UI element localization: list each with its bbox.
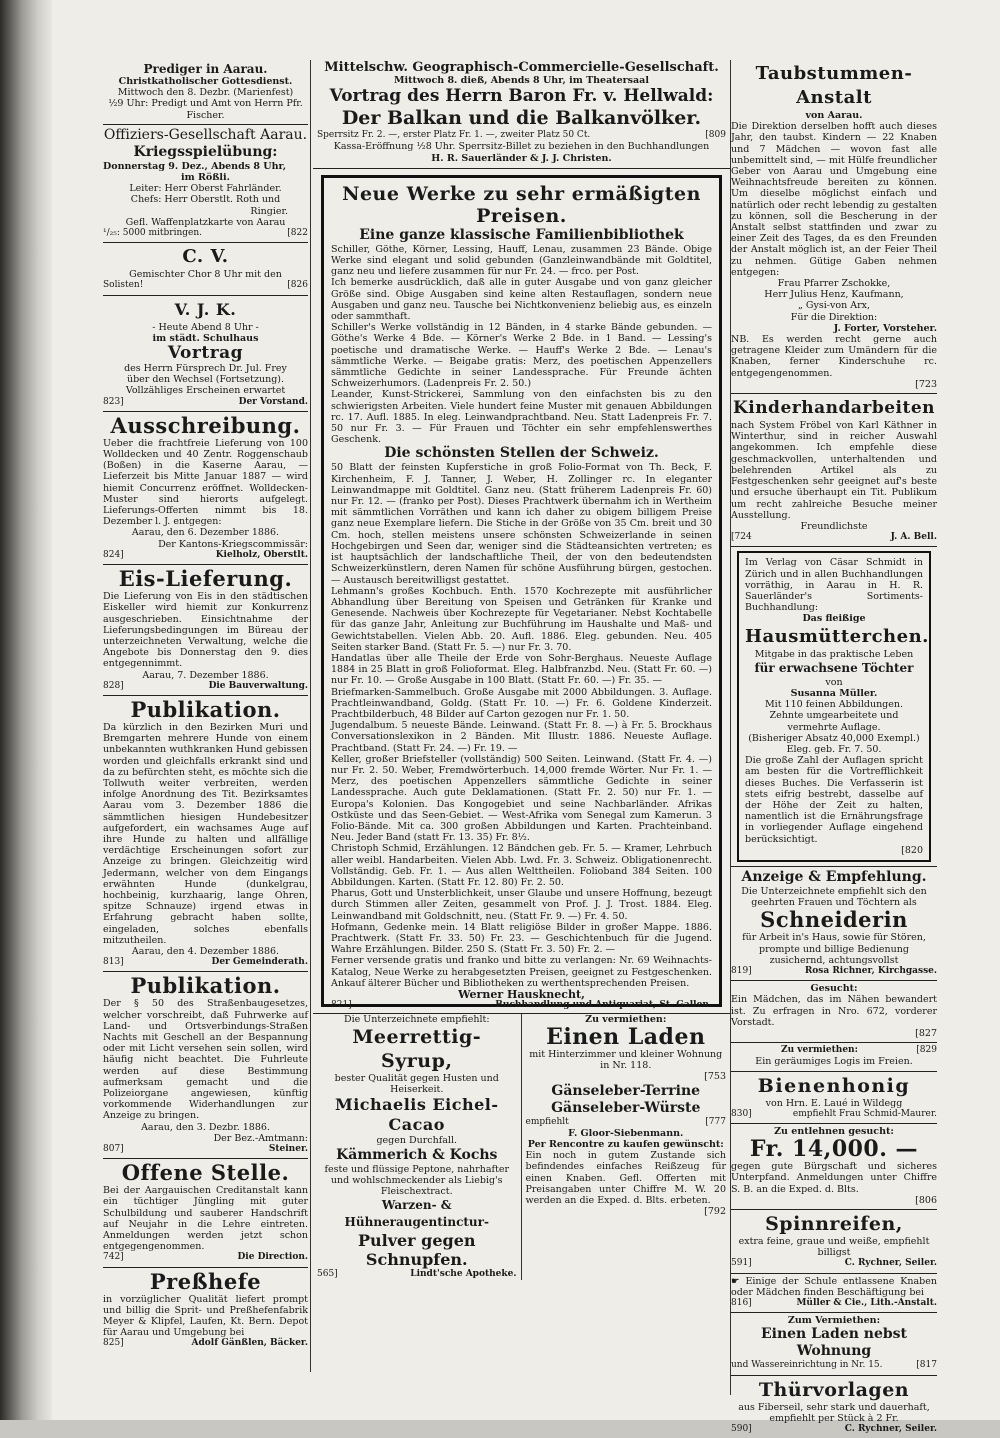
ad-line: Chefs: Herr Oberstlt. Roth und — [130, 194, 281, 206]
ad-signature: Müller & Cie., Lith.-Anstalt. — [796, 1298, 937, 1309]
ad-paragraph: 50 Blatt der feinsten Kupferstiche in groß Folio-Format von Th. Beck, F. Kirchenheim, F. J. Tanner, J. Weber, H. Zollinger rc. In eleganter Leinwandmappe mit Goldtitel. Ganz neu. (Statt früherem Ladenpreis Fr. 60) nur Fr. 12. — (franko per Post). Dieses Prachtwerk übernahm ich in Wertheim mit sämmtlichen Vorräthen und kann ich daher zu obigem billigem Preise ganz neue Exemplare liefern. Die Stiche in der Größe von 35 Cm. breit und 30 Cm. hoch, stellen meistens unsere schönsten Schweizerlande in seinen Hochgebirgen und Seen dar, weniger sind die Städteansichten vertreten; es ist hauptsächlich der landschaftliche Theil, der von den bedeutendsten Schweizerkünstlern, deren Namen für schöne Ausführung bürgen, gestochen. — Austausch bereitwilligst gestattet. — [331, 462, 712, 586]
ad-number: [827 — [915, 1028, 937, 1040]
ad-number: 565] — [317, 1269, 338, 1280]
ad-line: Gemischter Chor 8 Uhr mit den — [129, 269, 282, 281]
ad-body: Ein noch in gutem Zustande sich befindendes einfaches Reißzeug für einen Knaben. Gefl. Offerten mit Preisangaben unter Chiffre M. W. 20 werden an die Exped. d. Blts. erbeten. — [525, 1150, 726, 1207]
ad-schneiderin — [731, 866, 937, 981]
ad-vjk — [103, 296, 308, 412]
ad-date: Aarau, den 6. Dezember 1886. — [131, 527, 280, 539]
column-rule-left — [310, 60, 311, 1372]
ad-number: 828] — [103, 680, 124, 691]
ad-number: 807] — [103, 1144, 124, 1155]
ad-body: Die Direktion derselben hofft auch dieses Jahr, den taubst. Kindern — 22 Knaben und 7 Mädchen — wovon fast alle unbemittelt sind, — mit Hülfe freundlicher Geber von Aarau und Umgebung eine Weihnachtsfreude bereiten zu können. Um dieselbe möglichst einfach und natürlich oder recht lebendig zu gestalten zu können, soll die Bescherung in der Anstalt selbst stattfinden und zwar zu einer Zeit des Tages, da es den Freunden der Anstalt möglich ist, an der Feier Theil zu nehmen. Gütige Gaben nehmen entgegen: — [731, 121, 937, 278]
ad-title: Anzeige & Empfehlung. — [741, 868, 927, 885]
middle-column — [313, 60, 730, 1370]
ad-line: Gefl. Waffenplatzkarte von Aarau — [125, 216, 286, 228]
ad-number: [724 — [731, 532, 752, 543]
ad-number: [753 — [704, 1071, 726, 1083]
ad-heading: Vortrag des Herrn Baron Fr. v. Hellwald: — [329, 86, 714, 107]
ad-body: Die große Zahl der Auflagen spricht am besten für die Vortrefflichkeit dieses Buches. Die Verfasserin ist stets eifrig bestrebt, dasselbe auf der Höhe der Zeit zu halten, namentlich ist die Ernährungsfrage in vorliegender Auflage eingehend berücksichtigt. — [745, 755, 923, 845]
ad-paragraph: Christoph Schmid, Erzählungen. 12 Bändchen geb. Fr. 5. — Kramer, Lehrbuch aller weibl. Handarbeiten. Vielen Abb. Lwd. Fr. 3. Schweiz. Obligationenrecht. Vollständig. Geb. Fr. 1. — Aus allen Welttheilen. Folioband 384 Seiten. 100 Abbildungen. Karten. (Statt Fr. 12. 80) Fr. 2. 50. — [331, 843, 712, 888]
ad-heading: Pulver gegen Schnupfen. — [357, 1231, 476, 1270]
ad-title: Einen Laden nebst Wohnung — [760, 1326, 907, 1360]
ad-apotheke — [313, 1014, 522, 1281]
ad-bienenhonig — [731, 1072, 937, 1124]
ad-signature: Adolf Gänßlen, Bäcker. — [191, 1338, 308, 1349]
ad-body: in vorzüglicher Qualität liefert prompt und billig die Sprit- und Preßhefenfabrik Meyer & Klipfel, Laufen, Kt. Bern. Depot für Aarau und Umgebung bei — [103, 1293, 308, 1339]
ad-line: Susanna Müller. — [790, 687, 878, 699]
ad-body — [731, 1276, 937, 1298]
ad-number: [777 — [705, 1116, 726, 1127]
ad-line: empfiehlt — [525, 1116, 569, 1127]
ad-paragraph: Schiller, Göthe, Körner, Lessing, Hauff, Lenau, zusammen 23 Bände. Obige Werke sind elegant und solid gebunden (Ganzleinwandbände mit Goldtitel, ganz neu und liefere zusammen für nur Fr. 24. — frco. per Post. — [331, 243, 712, 278]
ad-number: [809 — [705, 130, 726, 141]
ad-line: Für die Direktion: — [790, 311, 878, 323]
ad-subtitle: Die schönsten Stellen der Schweiz. — [384, 445, 659, 462]
ad-body: nach System Fröbel von Karl Käthner in Winterthur, sind in reicher Auswahl angekommen. Ich empfehle diese geschmackvollen, unterhaltenden und belehrenden Artikel als zu Festgeschenken sehr geeignet auf's beste und ersuche überhaupt ein Tit. Publikum um recht zahlreiche Besuche meiner Ausstellung. — [731, 420, 937, 521]
ad-paragraph: Lehmann's großes Kochbuch. Enth. 1570 Kochrezepte mit ausführlicher Abhandlung über Bereitung von Speisen und Getränken für Kranke und Genesende. Nachweis über Kochrezepte für Vegetarianer. Nebst Kochtabelle für das ganze Jahr, Anleitung zur Buchführung im Haushalte und Maß- und Gewichtstabellen. Vielen Abb. 20. Aufl. 1886. Eleg. gebunden. Neu. 405 Seiten starker Band. (Statt Fr. 5. —) nur Fr. 3. 70. — [331, 585, 712, 653]
ad-entlehnen — [731, 1124, 937, 1210]
ad-signature: J. A. Bell. — [890, 532, 937, 543]
ad-title: Thürvorlagen — [758, 1378, 910, 1401]
ad-heading: Warzen- & Hühneraugentinctur- — [344, 1198, 489, 1230]
ad-body: Ueber die frachtfreie Lieferung von 100 Wolldecken und 40 Zentr. Roggenschaub (Boßen) in die Kaserne Aarau, — Lieferzeit bis Mitte Januar 1887 — wird hiemit Concurrenz eröffnet. Wolldecken-Muster sind hierorts aufgelegt. Lieferungs-Offerten nimmt bis 18. Dezember l. J. entgegen: — [103, 437, 308, 528]
left-column — [103, 60, 308, 1370]
ad-line: Ringier. — [250, 205, 288, 217]
ad-paragraph: Ich bemerke ausdrücklich, daß alle in guter Ausgabe und von ganz gleicher Größe sind. Obige Ausgaben sind keine alten Restauflagen, sondern neue Ausgaben und ganz neu. Tausche bei Nichtkonvenienz beliebig aus, es einzeln oder sammthaft. — [331, 277, 712, 323]
ad-body: aus Fiberseil, sehr stark und dauerhaft, empfiehlt per Stück à 2 Fr. — [738, 1401, 930, 1424]
ad-line: Donnerstag 9. Dez., Abends 8 Uhr, — [103, 160, 287, 172]
ad-line: ½9 Uhr: Predigt und Amt von Herrn Pfr. Fischer. — [108, 98, 303, 121]
ad-number: 590] — [731, 1424, 752, 1435]
ad-signature: C. Rychner, Seiler. — [844, 1258, 937, 1269]
ad-laden-wohnung — [731, 1313, 937, 1375]
ad-line: Ein geräumiges Logis im Freien. — [755, 1056, 913, 1068]
ad-line: Sperrsitz Fr. 2. —, erster Platz Fr. 1. —, zweiter Platz 50 Ct. — [317, 130, 591, 141]
ad-line: Kassa-Eröffnung ½8 Uhr. Sperrsitz-Billet zu beziehen in den Buchhandlungen — [333, 141, 710, 153]
ad-heading: Michaelis Eichel-Cacao — [335, 1095, 499, 1135]
ad-number: 816] — [731, 1298, 752, 1309]
ad-date: Aarau, 7. Dezember 1886. — [142, 669, 269, 681]
ad-line: mit Hinterzimmer und kleiner Wohnung in Nr. 118. — [529, 1049, 723, 1072]
ad-signature: Steiner. — [268, 1144, 308, 1155]
ad-signature: Werner Hausknecht, — [458, 988, 585, 1002]
ad-line: Mittwoch den 8. Dezbr. (Marienfest) — [117, 87, 294, 99]
ad-paragraph: Leander, Kunst-Strickerei, Sammlung von den einfachsten bis zu den schwierigsten Arbeiten. Viele hundert feine Muster mit genauen Abbildungen rc. 17. Aufl. 1885. In eleg. Leinwandprachtband. Neu. Statt Ladenpreis Fr. 7. 50 nur Fr. 3. — Für Frauen und Töchter ein sehr empfehlenswerthes Geschenk. — [331, 389, 712, 446]
ad-paragraph: Briefmarken-Sammelbuch. Große Ausgabe mit 2000 Abbildungen. 3. Auflage. Prachtleinwandband, Goldg. (Statt Fr. 10. —) Fr. 6. Goldene Kinderzeit. Prachtbilderbuch, 48 Bilder auf Carton gezogen nur Fr. 1. 50. — [331, 686, 712, 720]
ad-role: Der Bez.-Amtmann: — [213, 1132, 308, 1144]
ad-heading: Kämmerich & Kochs — [336, 1146, 498, 1163]
ad-number: [820 — [901, 844, 923, 856]
ad-publikation-1 — [103, 696, 308, 972]
ad-heading: Meerrettig-Syrup, — [352, 1026, 482, 1073]
ad-body: Bei der Aargauischen Creditanstalt kann ein tüchtiger Jüngling mit guter Schulbildung und sauberer Handschrift auf Neujahr in die Lehre eintreten. Anmeldungen werden jetzt schon entgegengenommen. — [103, 1185, 308, 1253]
ad-paragraph: Ferner versende gratis und franko und bitte zu verlangen: Nr. 69 Weihnachts-Katalog, Neue Werke zu herabgesetzten Preisen, geeignet zu Festgeschenken. Ankauf älterer Bücher und Bibliotheken zu werthentsprechenden Preisen. — [331, 955, 712, 989]
ad-line: im Rößli. — [181, 172, 230, 184]
ad-offene-stelle — [103, 1159, 308, 1267]
ad-title: Prediger in Aarau. — [143, 62, 268, 76]
ad-knaben-maedchen — [731, 1274, 937, 1314]
ad-line: des Herrn Fürsprech Dr. Jul. Frey — [124, 363, 287, 375]
ad-signature: Die Bauverwaltung. — [208, 680, 308, 691]
ad-title: Eis-Lieferung. — [118, 566, 293, 592]
ad-title: Spinnreifen, — [765, 1213, 903, 1236]
ad-line: Zehnte umgearbeitete und vermehrte Auflage. — [769, 710, 899, 733]
ad-body: Da kürzlich in den Bezirken Muri und Bremgarten mehrere Hunde von einem unbekannten wuthkranken Hund gebissen worden und gleichfalls erkrankt sind und da zu befürchten steht, es möchte sich die Tollwuth weiter verbreiten, werden infolge Anordnung des Tit. Bezirksamtes Aarau vom 3. Dezember 1886 die sämmtlichen hiesigen Hundebesitzer aufgefordert, ein wachsames Auge auf ihre Hunde zu halten und allfällige verdächtige Erscheinungen sofort zur Anzeige zu bringen. Gleichzeitig wird Jedermann, welcher von dem Eingangs erwähnten Hunde (dunkelgrau, hochbeinig, kurzhaarig, lange Ohren, spitze Schnauze) irgend etwas in Erfahrung gebracht haben sollte, eingeladen, solches ebenfalls mitzutheilen. — [103, 721, 308, 946]
pointing-hand-icon: ☛ — [731, 1275, 746, 1287]
ad-amount: Fr. 14,000. — — [749, 1136, 919, 1163]
ad-title: V. J. K. — [174, 299, 237, 319]
ad-line: Zu vermiethen: — [585, 1013, 667, 1025]
ad-gesucht — [731, 981, 937, 1043]
ad-line: Mittwoch 8. dieß, Abends 8 Uhr, im Theatersaal — [394, 75, 649, 86]
ad-line: im städt. Schulhaus — [152, 332, 259, 344]
ad-number: [826 — [287, 280, 308, 291]
ad-signature: Der Vorstand. — [238, 396, 308, 407]
ad-cv — [103, 243, 308, 295]
ad-number: [806 — [915, 1194, 937, 1206]
ad-heading: Vortrag — [167, 343, 244, 364]
ad-body: extra feine, graue und weiße, empfiehlt billigst — [738, 1236, 930, 1259]
ad-title: Bienenhonig — [757, 1074, 911, 1097]
ad-title: C. V. — [182, 246, 229, 268]
ad-body: NB. Es werden recht gerne auch getragene Kleider zum Umändern für die Knaben, ferner Kinderschuhe rc. entgegengenommen. — [731, 334, 937, 379]
ad-spinnreifen — [731, 1210, 937, 1274]
ad-signature: C. Rychner, Seiler. — [844, 1424, 937, 1435]
ad-logis — [731, 1043, 937, 1071]
ad-heading: Zu vermiethen: — [781, 1045, 858, 1056]
ad-heading: Gänseleber-Würste — [551, 1099, 701, 1116]
ad-paragraph: Jugendalbum. 5 neueste Bände. Leinwand. (Statt Fr. 8. —) à Fr. 5. Brockhaus Conversationslexikon in 2 Bänden. Mit Illustr. 1886. Neueste Auflage. Prachtband. (Statt Fr. 24. —) Fr. 19. — — [331, 720, 712, 754]
ad-number: [792 — [704, 1206, 726, 1218]
ad-number: 591] — [731, 1258, 752, 1269]
ad-line: Herr Julius Henz, Kaufmann, — [764, 289, 904, 301]
ad-signature: Buchhandlung und Antiquariat, St. Gallen. — [495, 1000, 712, 1011]
ad-subtitle: von Aarau. — [805, 110, 863, 121]
ad-neue-werke — [321, 175, 722, 1011]
ad-line: Die Unterzeichnete empfiehlt: — [343, 1013, 490, 1025]
ad-line: über den Wechsel (Fortsetzung). — [126, 374, 285, 386]
ad-heading: Einen Laden — [546, 1024, 706, 1051]
ad-line: von Hrn. E. Laué in Wildegg — [765, 1097, 903, 1109]
ad-line: gegen Durchfall. — [376, 1135, 458, 1147]
ad-line: Per Rencontre zu kaufen gewünscht: — [527, 1139, 724, 1151]
ad-eis — [103, 565, 308, 696]
ad-line: Frau Pfarrer Zschokke, — [777, 278, 891, 290]
ad-heading: Schneiderin — [760, 907, 908, 933]
ad-hausmuetterchen — [737, 551, 931, 862]
ad-signature: Kielholz, Oberstlt. — [215, 549, 308, 560]
ad-line: Freundlichste — [800, 520, 868, 532]
ad-heading: Gänseleber-Terrine — [551, 1082, 701, 1099]
ad-number: 819] — [731, 966, 752, 976]
ad-title: Preßhefe — [149, 1268, 262, 1294]
ad-number: [829 — [916, 1045, 937, 1056]
ad-title: Publikation. — [130, 696, 281, 722]
ad-vermischtes — [522, 1014, 731, 1281]
ad-geographische-gesellschaft — [313, 60, 730, 169]
ad-line: Eleg. geb. Fr. 7. 50. — [786, 743, 882, 755]
ad-signature: Rosa Richner, Kirchgasse. — [804, 966, 937, 976]
ad-date: Aarau, den 4. Dezember 1886. — [131, 945, 280, 957]
ad-line: ¹/₂₅: 5000 mitbringen. — [103, 228, 203, 239]
ad-line: Die Unterzeichnete empfiehlt sich den geehrten Frauen und Töchtern als — [741, 885, 927, 909]
ad-number: 824] — [103, 549, 124, 560]
ad-line: für Arbeit in's Haus, sowie für Stören, prompte und billige Bedienung zusichernd, achtungsvollst — [742, 932, 926, 966]
ad-signature: Lindt'sche Apotheke. — [410, 1269, 517, 1280]
ad-title: Taubstummen-Anstalt — [755, 63, 913, 108]
ad-number: 742] — [103, 1252, 124, 1263]
ad-line: feste und flüssige Peptone, nahrhafter und wohlschmeckender als Liebig's Fleischextract. — [324, 1163, 509, 1198]
ad-offiziers — [103, 125, 308, 243]
ad-title: Publikation. — [130, 973, 281, 999]
ad-number: 813] — [103, 957, 124, 968]
ad-heading: Zu entlehnen gesucht: — [774, 1126, 894, 1138]
ad-line: empfiehlt Frau Schmid-Maurer. — [792, 1108, 937, 1119]
ad-body: Der § 50 des Straßenbaugesetzes, welcher vorschreibt, daß Fuhrwerke auf Land- und Ortsverbindungs-Straßen Nachts mit Geschell an der Bespannung oder mit Licht versehen sein sollen, wird häufig nicht beachtet. Die Fuhrleute werden auf diese Bestimmung aufmerksam gemacht und die Polizeiorgane angewiesen, künftig vorkommende Widerhandlungen zur Anzeige zu bringen. — [103, 998, 308, 1122]
ad-number: 830] — [731, 1108, 752, 1119]
ad-body: Im Verlag von Cäsar Schmidt in Zürich und in allen Buchhandlungen vorräthig, in Aarau in H. R. Sauerländer's Sortiments-Buchhandlung: — [745, 557, 923, 614]
ad-title: Mittelschw. Geographisch-Commercielle-Gesellschaft. — [324, 60, 719, 75]
ad-publikation-2 — [103, 972, 308, 1159]
ad-line: Leiter: Herr Oberst Fahrländer. — [129, 183, 282, 195]
ad-number: [723 — [915, 378, 937, 390]
ad-prediger — [103, 60, 308, 125]
ad-subtitle: Kriegsspielübung: — [133, 143, 278, 160]
ad-signature: Der Gemeinderath. — [211, 957, 308, 968]
ad-line: Mit 110 feinen Abbildungen. — [764, 699, 904, 711]
ad-taubstummen — [731, 60, 937, 394]
ad-line: (Bisheriger Absatz 40,000 Exempl.) — [748, 732, 920, 744]
ad-line: Das fleißige — [802, 613, 866, 625]
ad-body: gegen gute Bürgschaft und sicheres Unterpfand. Anmeldungen unter Chiffre S. B. an die Exped. d. Blts. — [731, 1161, 937, 1195]
ad-paragraph: Schiller's Werke vollständig in 12 Bänden, in 4 starke Bände gebunden. — Göthe's Werke 4 Bde. — Körner's Werke 2 Bde. in 1 Band. — Lessing's poetische und dramatische Werke. — Hauff's Werke 2 Bde. — Lenau's sämmtliche Werke. — Beigabe gratis: Merz, des poetischen Appenzellers sämmtliche Gedichte in seiner Landessprache. Für Freunde ächten Schweizerhumors. (Ladenpreis Fr. 2. 50.) — [331, 322, 712, 390]
ad-heading: Gesucht: — [810, 983, 858, 995]
ad-signature: J. Forter, Vorsteher. — [833, 322, 937, 334]
ad-subtitle: Christkatholischer Gottesdienst. — [118, 76, 293, 87]
ad-line: - Heute Abend 8 Uhr - — [152, 321, 259, 333]
ad-line: Mitgabe in das praktische Leben — [754, 648, 914, 660]
ad-number: [822 — [287, 228, 308, 239]
ad-body-text: Einige der Schule entlassene Knaben oder Mädchen finden Beschäftigung bei — [731, 1275, 937, 1298]
ad-number: 823] — [103, 396, 124, 407]
ad-line: Vollzähliges Erscheinen erwartet — [125, 385, 286, 397]
ad-date: Aarau, den 3. Dezbr. 1886. — [141, 1121, 270, 1133]
ad-heading: für erwachsene Töchter — [754, 660, 914, 675]
ad-title: Neue Werke zu sehr ermäßigten Preisen. — [342, 182, 701, 227]
ad-line: H. R. Sauerländer & J. J. Christen. — [431, 152, 612, 164]
ad-title: Kinderhandarbeiten — [732, 398, 936, 419]
ad-body: Die Lieferung von Eis in den städtischen Eiskeller wird hiemit zur Konkurrenz ausgeschrieben. Einsichtnahme der Lieferungsbedingungen im Büreau der unterzeichneten Verwaltung, welche die Angebote bis Donnerstag den 9. dies entgegennimmt. — [103, 591, 308, 670]
ad-role: Der Kantons-Kriegscommissär: — [158, 538, 308, 550]
ad-line: „ Gysi-von Arx, — [797, 300, 871, 312]
ad-title: Offene Stelle. — [121, 1160, 290, 1186]
ad-subtitle: Eine ganze klassische Familienbibliothek — [359, 226, 684, 243]
ad-body: und Wassereinrichtung in Nr. 15. — [731, 1360, 883, 1371]
ad-paragraph: Handatlas über alle Theile der Erde von Sohr-Berghaus. Neueste Auflage 1884 in 25 Blatt in groß Folioformat. Eleg. Halbfranzbd. Neu. (Statt Fr. 60. —) nur Fr. 10. — Große Ausgabe in 100 Blatt. (Statt Fr. 60. —) Fr. 35. — — [331, 652, 712, 687]
ad-line: bester Qualität gegen Husten und Heiserkeit. — [334, 1073, 499, 1096]
ad-kinderhandarbeiten — [731, 394, 937, 547]
ad-title: Hausmütterchen. — [745, 625, 929, 647]
ad-thuervorlagen — [731, 1376, 937, 1438]
ad-heading: Zum Vermiethen: — [787, 1315, 881, 1327]
ad-title: Ausschreibung. — [110, 412, 301, 438]
ad-paragraph: Hofmann, Gedenke mein. 14 Blatt religiöse Bilder in großer Mappe. 1886. Prachtwerk. (Statt Fr. 33. 50) Fr. 23. — Geschichtenbuch für die Jugend. Wahre Erzählungen. Bilder. 250 S. (Statt Fr. 3. 50) Fr. 2. — — [331, 921, 712, 956]
ad-heading: Der Balkan und die Balkanvölker. — [341, 107, 702, 130]
right-column — [731, 60, 937, 1435]
ad-ausschreibung — [103, 412, 308, 565]
ad-signature: F. Gloor-Siebenmann. — [568, 1127, 684, 1139]
ad-number: [817 — [916, 1360, 937, 1371]
ad-body: Ein Mädchen, das im Nähen bewandert ist. Zu erfragen in Nro. 672, vorderer Vorstadt. — [731, 994, 937, 1028]
ad-title: Offiziers-Gesellschaft Aarau. — [103, 126, 308, 143]
ad-line: von — [825, 676, 843, 688]
ad-signature: Die Direction. — [237, 1252, 308, 1263]
bottom-ads-row — [313, 1013, 730, 1281]
ad-paragraph: Pharus, Gott und Unsterblichkeit, unser Glaube und unsere Hoffnung, bezeugt durch Stimmen aller Zeiten, gesammelt von Prof. J. J. Trost. 1884. Eleg. Leinwandband mit Goldschnitt, neu. (Statt Fr. 9. —) Fr. 4. 50. — [331, 888, 712, 922]
book-binding-edge — [0, 0, 52, 1420]
ad-paragraph: Keller, großer Briefsteller (vollständig) 500 Seiten. Leinwand. (Statt Fr. 4. —) nur Fr. 2. 50. Weber, Fremdwörterbuch. 14,000 fremde Wörter. Nur Fr. 1. — Merz, des poetischen Appenzellers sämmtliche Gedichte in seiner Landessprache. Auch gute Deklamationen. (Statt Fr. 2. 50) nur Fr. 1. — Europa's Kolonien. Das Kongogebiet und seine Nachbarländer. Afrikas Ostküste und das Seen-Gebiet. — West-Afrika vom Senegal zum Kamerun. 3 Folio-Bände. Mit ca. 300 großen Abbildungen und Karten. Prachteinband. Neu. Jeder Band (statt Fr. 13. 35) Fr. 8½. — [331, 753, 712, 844]
ad-number: 821] — [331, 1000, 352, 1011]
ad-presshefe — [103, 1268, 308, 1353]
ad-number: 825] — [103, 1338, 124, 1349]
ad-line: Solisten! — [103, 280, 144, 291]
